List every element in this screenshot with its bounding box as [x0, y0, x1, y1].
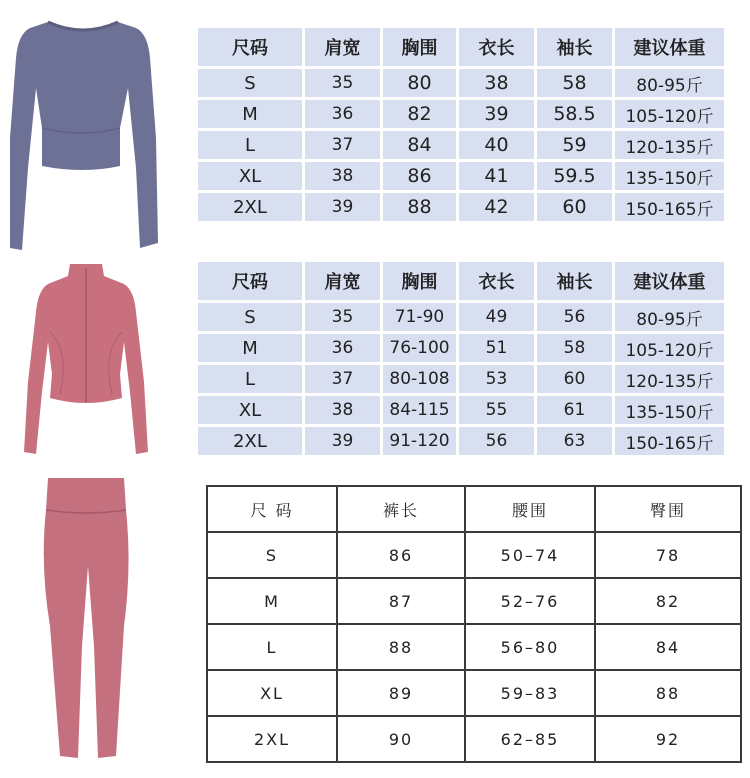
table-cell: 39	[459, 100, 534, 128]
table-cell: 78	[595, 532, 741, 578]
header-cell: 尺 码	[207, 486, 337, 532]
table-cell: 56	[537, 303, 612, 331]
table-cell: 59	[537, 131, 612, 159]
table-cell: 105-120斤	[615, 334, 724, 362]
table-cell: M	[207, 578, 337, 624]
table-row	[198, 365, 724, 393]
table-cell: L	[198, 365, 302, 393]
table-cell: 51	[459, 334, 534, 362]
table-cell: 90	[337, 716, 465, 762]
table-cell: 58.5	[537, 100, 612, 128]
table-cell: 56	[459, 427, 534, 455]
table-cell: 36	[305, 334, 380, 362]
table-cell: 50–74	[465, 532, 595, 578]
table-cell: 61	[537, 396, 612, 424]
table-cell: 42	[459, 193, 534, 221]
header-cell: 建议体重	[615, 28, 724, 66]
table-cell: 87	[337, 578, 465, 624]
table-cell: L	[198, 131, 302, 159]
table-cell: XL	[198, 162, 302, 190]
header-cell: 尺码	[198, 28, 302, 66]
table-cell: 82	[595, 578, 741, 624]
table-cell: 52–76	[465, 578, 595, 624]
table-cell: 80-95斤	[615, 303, 724, 331]
table-row	[207, 624, 741, 670]
table-cell: 135-150斤	[615, 396, 724, 424]
table-cell: 58	[537, 334, 612, 362]
table-cell: 88	[383, 193, 456, 221]
header-cell: 尺码	[198, 262, 302, 300]
header-cell: 臀围	[595, 486, 741, 532]
table-cell: 41	[459, 162, 534, 190]
table-cell: 2XL	[207, 716, 337, 762]
table-cell: 84	[383, 131, 456, 159]
table-row	[198, 396, 724, 424]
table-cell: 55	[459, 396, 534, 424]
table-cell: M	[198, 334, 302, 362]
table-cell: 150-165斤	[615, 193, 724, 221]
header-cell: 肩宽	[305, 28, 380, 66]
table-cell: S	[198, 69, 302, 97]
table-row	[198, 162, 724, 190]
table-cell: 80	[383, 69, 456, 97]
table-row	[198, 427, 724, 455]
table-cell: 135-150斤	[615, 162, 724, 190]
table-cell: 38	[459, 69, 534, 97]
table-cell: 2XL	[198, 193, 302, 221]
table-cell: 38	[305, 162, 380, 190]
table-row	[207, 670, 741, 716]
table-cell: 60	[537, 365, 612, 393]
table-cell: 84-115	[383, 396, 456, 424]
size-table-cropped-top	[195, 25, 727, 224]
header-cell: 建议体重	[615, 262, 724, 300]
table-cell: 88	[337, 624, 465, 670]
table-row	[198, 303, 724, 331]
table-cell: 35	[305, 303, 380, 331]
table-cell: 59.5	[537, 162, 612, 190]
table-cell: S	[198, 303, 302, 331]
table-cell: 82	[383, 100, 456, 128]
table-header-row	[198, 28, 724, 66]
header-cell: 胸围	[383, 28, 456, 66]
table-header-row	[207, 486, 741, 532]
table-cell: 53	[459, 365, 534, 393]
table-cell: 91-120	[383, 427, 456, 455]
header-cell: 裤长	[337, 486, 465, 532]
table-cell: 60	[537, 193, 612, 221]
table-row	[207, 716, 741, 762]
table-cell: 62–85	[465, 716, 595, 762]
table-cell: 36	[305, 100, 380, 128]
table-cell: 86	[337, 532, 465, 578]
header-cell: 衣长	[459, 28, 534, 66]
header-cell: 衣长	[459, 262, 534, 300]
table-cell: 63	[537, 427, 612, 455]
table-cell: 120-135斤	[615, 131, 724, 159]
table-row	[198, 131, 724, 159]
table-cell: 76-100	[383, 334, 456, 362]
table-cell: 56–80	[465, 624, 595, 670]
table-cell: 39	[305, 427, 380, 455]
table-cell: L	[207, 624, 337, 670]
pink-jacket-image	[20, 262, 152, 458]
size-table-jacket	[195, 259, 727, 458]
header-cell: 胸围	[383, 262, 456, 300]
header-cell: 袖长	[537, 28, 612, 66]
pink-leggings-image	[36, 476, 136, 762]
table-cell: 92	[595, 716, 741, 762]
table-row	[198, 334, 724, 362]
table-row	[207, 578, 741, 624]
table-cell: 37	[305, 131, 380, 159]
header-cell: 肩宽	[305, 262, 380, 300]
table-cell: 58	[537, 69, 612, 97]
table-cell: M	[198, 100, 302, 128]
table-cell: 89	[337, 670, 465, 716]
table-cell: XL	[207, 670, 337, 716]
table-cell: 80-95斤	[615, 69, 724, 97]
table-cell: 49	[459, 303, 534, 331]
table-row	[198, 193, 724, 221]
table-cell: 37	[305, 365, 380, 393]
table-row	[198, 69, 724, 97]
table-cell: 84	[595, 624, 741, 670]
table-cell: 71-90	[383, 303, 456, 331]
header-cell: 腰围	[465, 486, 595, 532]
size-table-leggings	[206, 485, 742, 763]
table-cell: 120-135斤	[615, 365, 724, 393]
table-cell: 39	[305, 193, 380, 221]
table-cell: 59–83	[465, 670, 595, 716]
table-cell: 86	[383, 162, 456, 190]
table-cell: 150-165斤	[615, 427, 724, 455]
table-row	[207, 532, 741, 578]
table-cell: 38	[305, 396, 380, 424]
table-cell: 40	[459, 131, 534, 159]
grey-crop-top-image	[8, 18, 158, 254]
table-cell: 35	[305, 69, 380, 97]
header-cell: 袖长	[537, 262, 612, 300]
table-cell: XL	[198, 396, 302, 424]
table-row	[198, 100, 724, 128]
table-cell: 105-120斤	[615, 100, 724, 128]
table-cell: 80-108	[383, 365, 456, 393]
table-cell: 88	[595, 670, 741, 716]
table-cell: 2XL	[198, 427, 302, 455]
table-header-row	[198, 262, 724, 300]
table-cell: S	[207, 532, 337, 578]
